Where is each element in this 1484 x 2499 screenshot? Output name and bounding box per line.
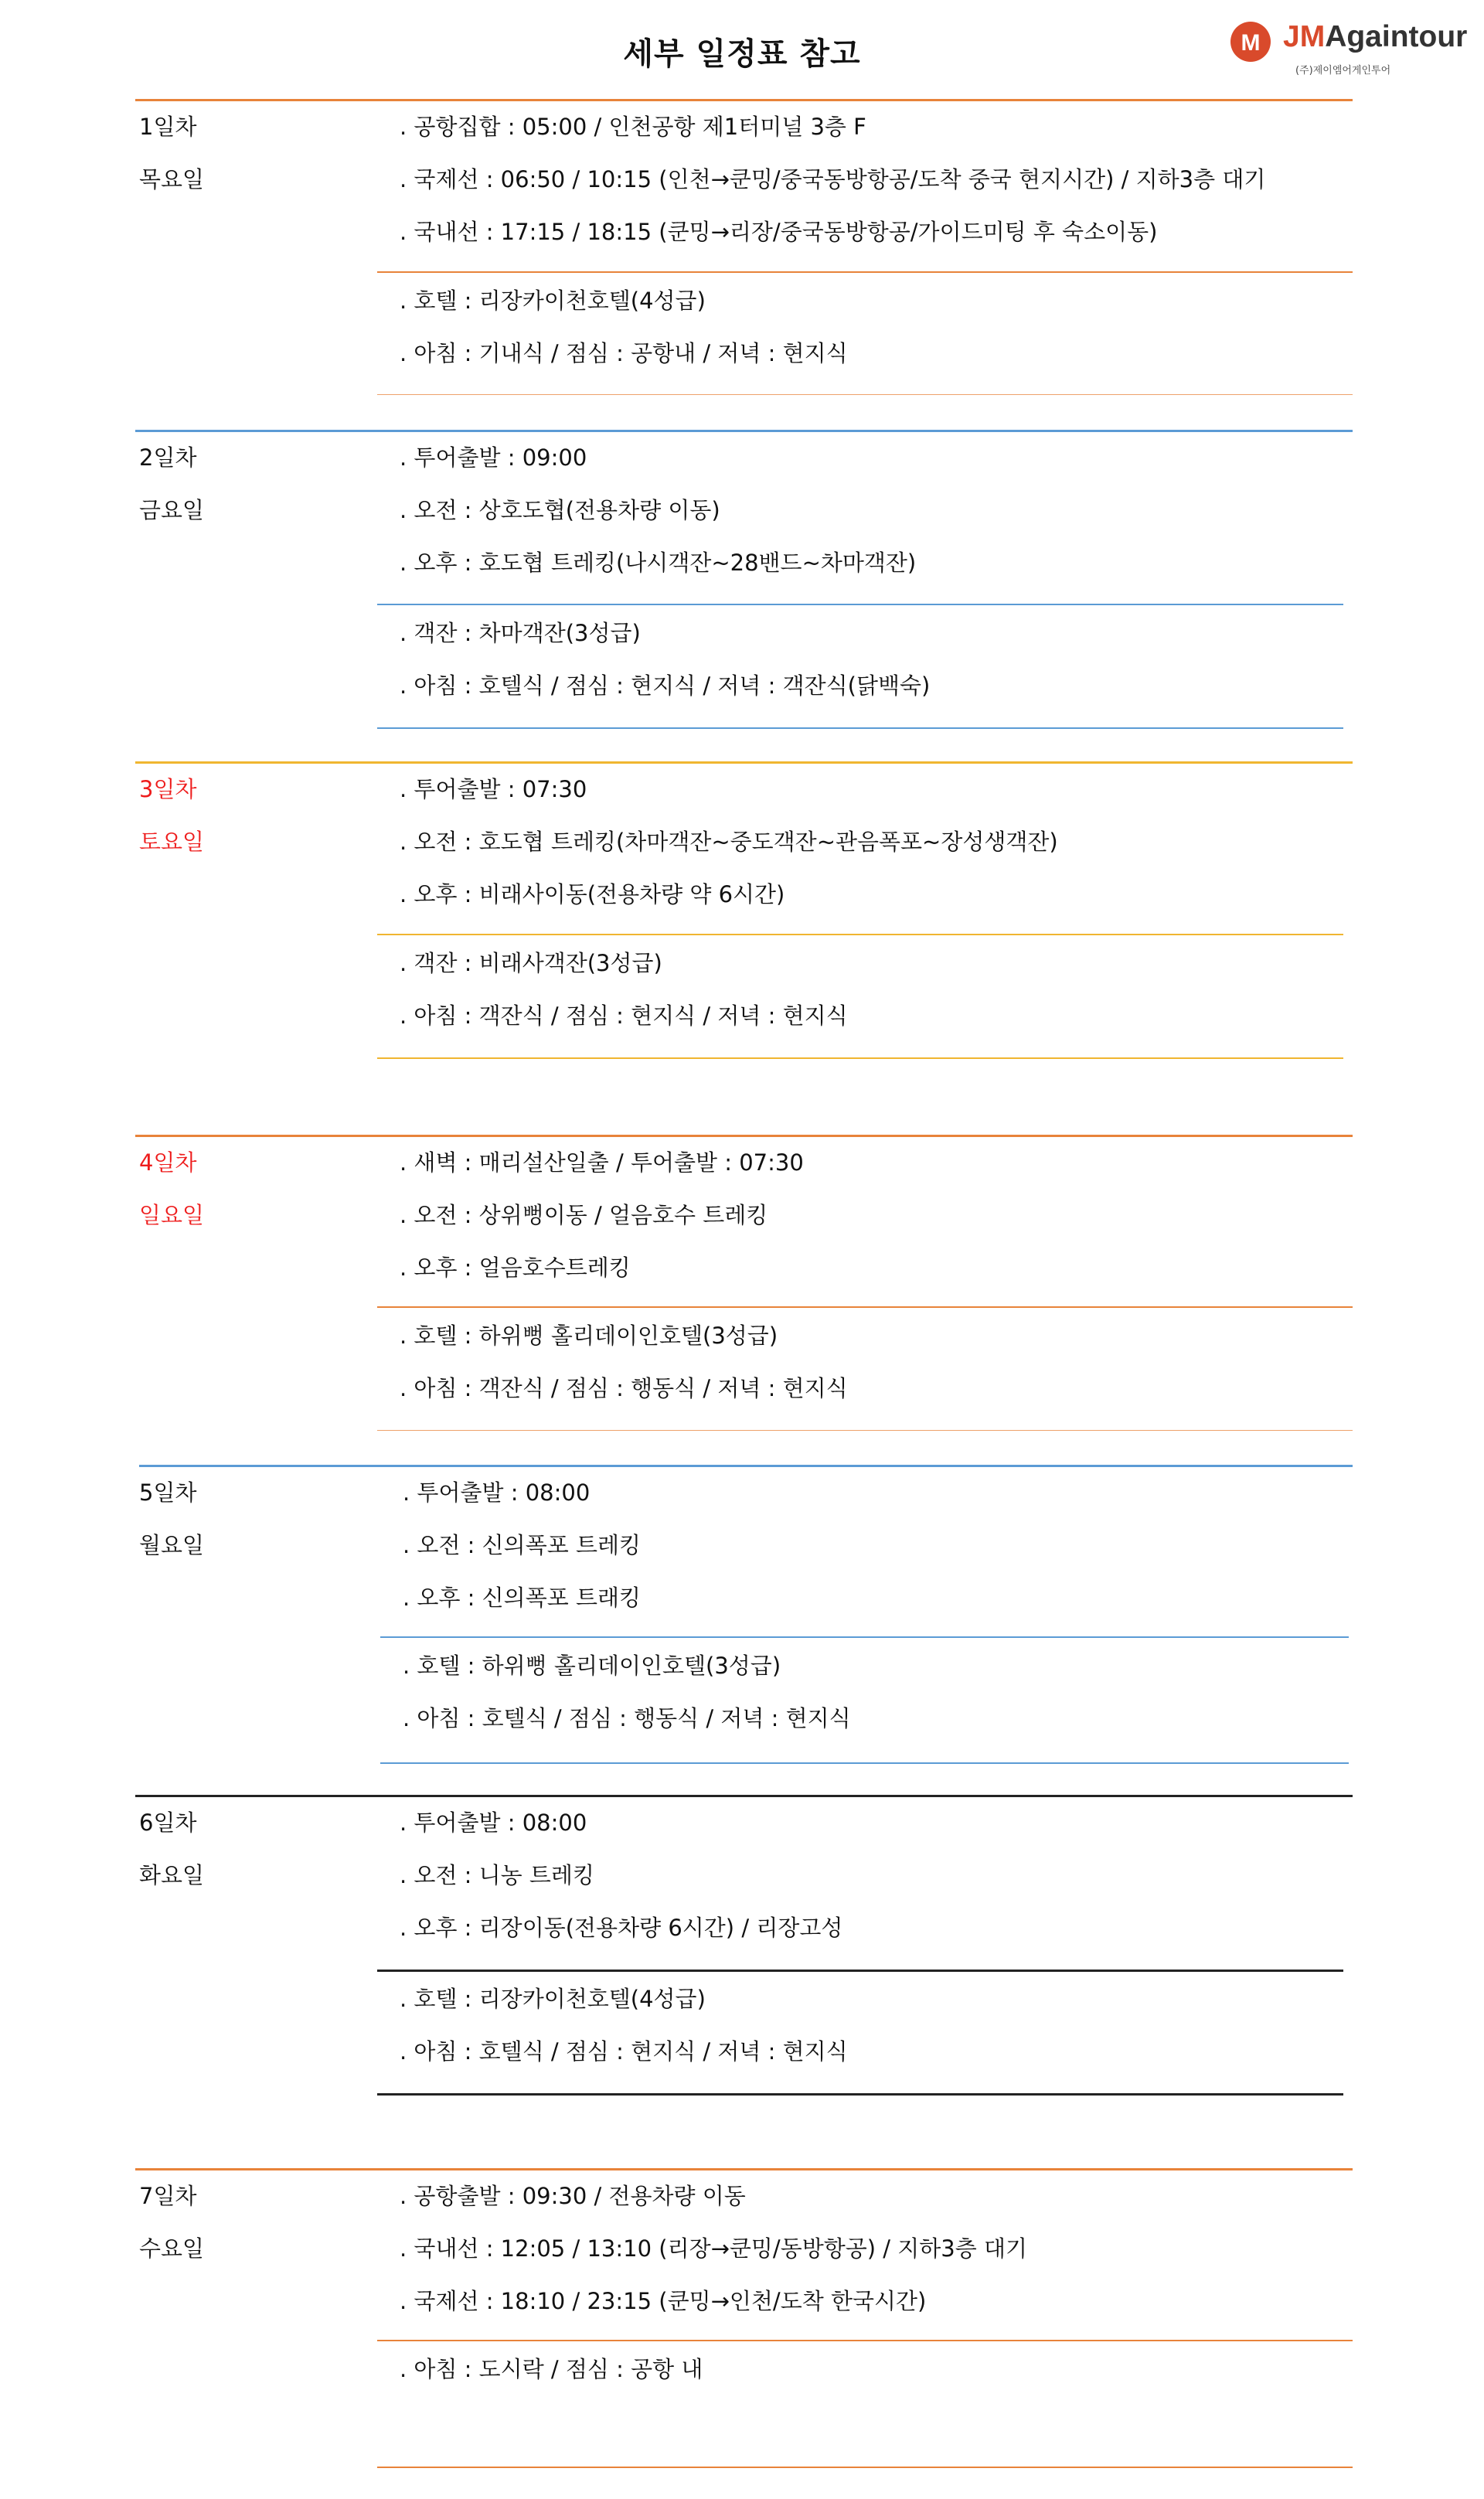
- day-top-rule: [139, 1465, 1353, 1467]
- day-bottom-rule: [380, 1762, 1349, 1764]
- schedule-line: . 오후 : 신의폭포 트래킹: [403, 1585, 641, 1611]
- day-number: 1일차: [139, 114, 197, 140]
- day-number: 3일차: [139, 776, 197, 802]
- day-number: 7일차: [139, 2183, 197, 2209]
- day-bottom-rule: [377, 2093, 1343, 2096]
- day-weekday: 토요일: [139, 829, 205, 855]
- schedule-line: . 오후 : 호도협 트레킹(나시객잔~28밴드~차마객잔): [400, 550, 917, 576]
- logo-mark-icon: [1229, 20, 1278, 63]
- schedule-line: . 투어출발 : 08:00: [403, 1479, 591, 1506]
- schedule-line: . 오후 : 비래사이동(전용차량 약 6시간): [400, 881, 785, 907]
- day-top-rule: [135, 1795, 1353, 1797]
- page-title: 세부 일정표 참고: [623, 36, 861, 72]
- day-number: 4일차: [139, 1149, 197, 1176]
- stay-line: . 호텔 : 하위뻥 홀리데이인호텔(3성급): [403, 1653, 781, 1679]
- day-weekday: 목요일: [139, 166, 205, 192]
- day-weekday: 수요일: [139, 2235, 205, 2262]
- schedule-separator: [377, 1970, 1343, 1972]
- day-number: 5일차: [139, 1479, 197, 1506]
- schedule-line: . 오전 : 상호도협(전용차량 이동): [400, 497, 720, 523]
- schedule-line: . 오전 : 호도협 트레킹(차마객잔~중도객잔~관음폭포~장성생객잔): [400, 829, 1058, 855]
- schedule-line: . 오전 : 신의폭포 트레킹: [403, 1532, 641, 1558]
- stay-line: . 아침 : 기내식 / 점심 : 공항내 / 저녁 : 현지식: [400, 340, 848, 366]
- svg-text:M: M: [1241, 30, 1261, 56]
- day-weekday: 금요일: [139, 497, 205, 523]
- day-bottom-rule: [377, 2467, 1353, 2468]
- logo-brand-text: JMAgaintour: [1283, 20, 1468, 53]
- schedule-line: . 투어출발 : 09:00: [400, 444, 587, 471]
- day-weekday: 화요일: [139, 1862, 205, 1888]
- day-number: 2일차: [139, 444, 197, 471]
- day-weekday: 일요일: [139, 1202, 205, 1228]
- schedule-line: . 국제선 : 18:10 / 23:15 (쿤밍→인천/도착 한국시간): [400, 2288, 927, 2314]
- schedule-line: . 오전 : 니농 트레킹: [400, 1862, 594, 1888]
- schedule-line: . 오전 : 상위뻥이동 / 얼음호수 트레킹: [400, 1202, 768, 1228]
- day-top-rule: [135, 99, 1353, 101]
- stay-line: . 호텔 : 하위뻥 홀리데이인호텔(3성급): [400, 1323, 778, 1349]
- day-top-rule: [135, 2168, 1353, 2170]
- schedule-separator: [377, 1306, 1353, 1308]
- schedule-separator: [377, 604, 1343, 605]
- stay-line: . 객잔 : 차마객잔(3성급): [400, 620, 641, 646]
- day-weekday: 월요일: [139, 1532, 205, 1558]
- day-number: 6일차: [139, 1810, 197, 1836]
- schedule-line: . 투어출발 : 08:00: [400, 1810, 587, 1836]
- day-top-rule: [135, 1135, 1353, 1137]
- company-logo: [1229, 17, 1468, 77]
- schedule-separator: [377, 271, 1353, 273]
- day-bottom-rule: [377, 1057, 1343, 1059]
- day-top-rule: [135, 430, 1353, 432]
- stay-line: . 아침 : 객잔식 / 점심 : 행동식 / 저녁 : 현지식: [400, 1375, 848, 1401]
- stay-line: . 아침 : 호텔식 / 점심 : 현지식 / 저녁 : 현지식: [400, 2038, 848, 2065]
- schedule-line: . 국내선 : 17:15 / 18:15 (쿤밍→리장/중국동방항공/가이드미팅 후 숙소이동): [400, 219, 1158, 245]
- day-top-rule: [135, 761, 1353, 764]
- schedule-line: . 오후 : 얼음호수트레킹: [400, 1255, 631, 1281]
- stay-line: . 호텔 : 리장카이천호텔(4성급): [400, 1986, 706, 2012]
- schedule-line: . 투어출발 : 07:30: [400, 776, 587, 802]
- schedule-line: . 국제선 : 06:50 / 10:15 (인천→쿤밍/중국동방항공/도착 중국 현지시간) / 지하3층 대기: [400, 166, 1266, 192]
- stay-line: . 아침 : 호텔식 / 점심 : 행동식 / 저녁 : 현지식: [403, 1705, 851, 1731]
- logo-subtext: (주)제이엠어게인투어: [1295, 65, 1391, 77]
- stay-line: . 아침 : 호텔식 / 점심 : 현지식 / 저녁 : 객잔식(닭백숙): [400, 672, 931, 699]
- schedule-line: . 오후 : 리장이동(전용차량 6시간) / 리장고성: [400, 1915, 843, 1941]
- schedule-separator: [380, 1636, 1349, 1638]
- stay-line: . 아침 : 객잔식 / 점심 : 현지식 / 저녁 : 현지식: [400, 1003, 848, 1029]
- schedule-line: . 국내선 : 12:05 / 13:10 (리장→쿤밍/동방항공) / 지하3층 대기: [400, 2235, 1028, 2262]
- day-bottom-rule: [377, 394, 1353, 395]
- day-bottom-rule: [377, 727, 1343, 729]
- stay-line: . 호텔 : 리장카이천호텔(4성급): [400, 288, 706, 314]
- stay-line: . 아침 : 도시락 / 점심 : 공항 내: [400, 2356, 703, 2382]
- schedule-separator: [377, 2340, 1353, 2341]
- stay-line: . 객잔 : 비래사객잔(3성급): [400, 950, 662, 976]
- day-bottom-rule: [377, 1430, 1353, 1431]
- schedule-line: . 공항집합 : 05:00 / 인천공항 제1터미널 3층 F: [400, 114, 866, 140]
- schedule-line: . 공항출발 : 09:30 / 전용차량 이동: [400, 2183, 746, 2209]
- schedule-line: . 새벽 : 매리설산일출 / 투어출발 : 07:30: [400, 1149, 804, 1176]
- schedule-separator: [377, 934, 1343, 935]
